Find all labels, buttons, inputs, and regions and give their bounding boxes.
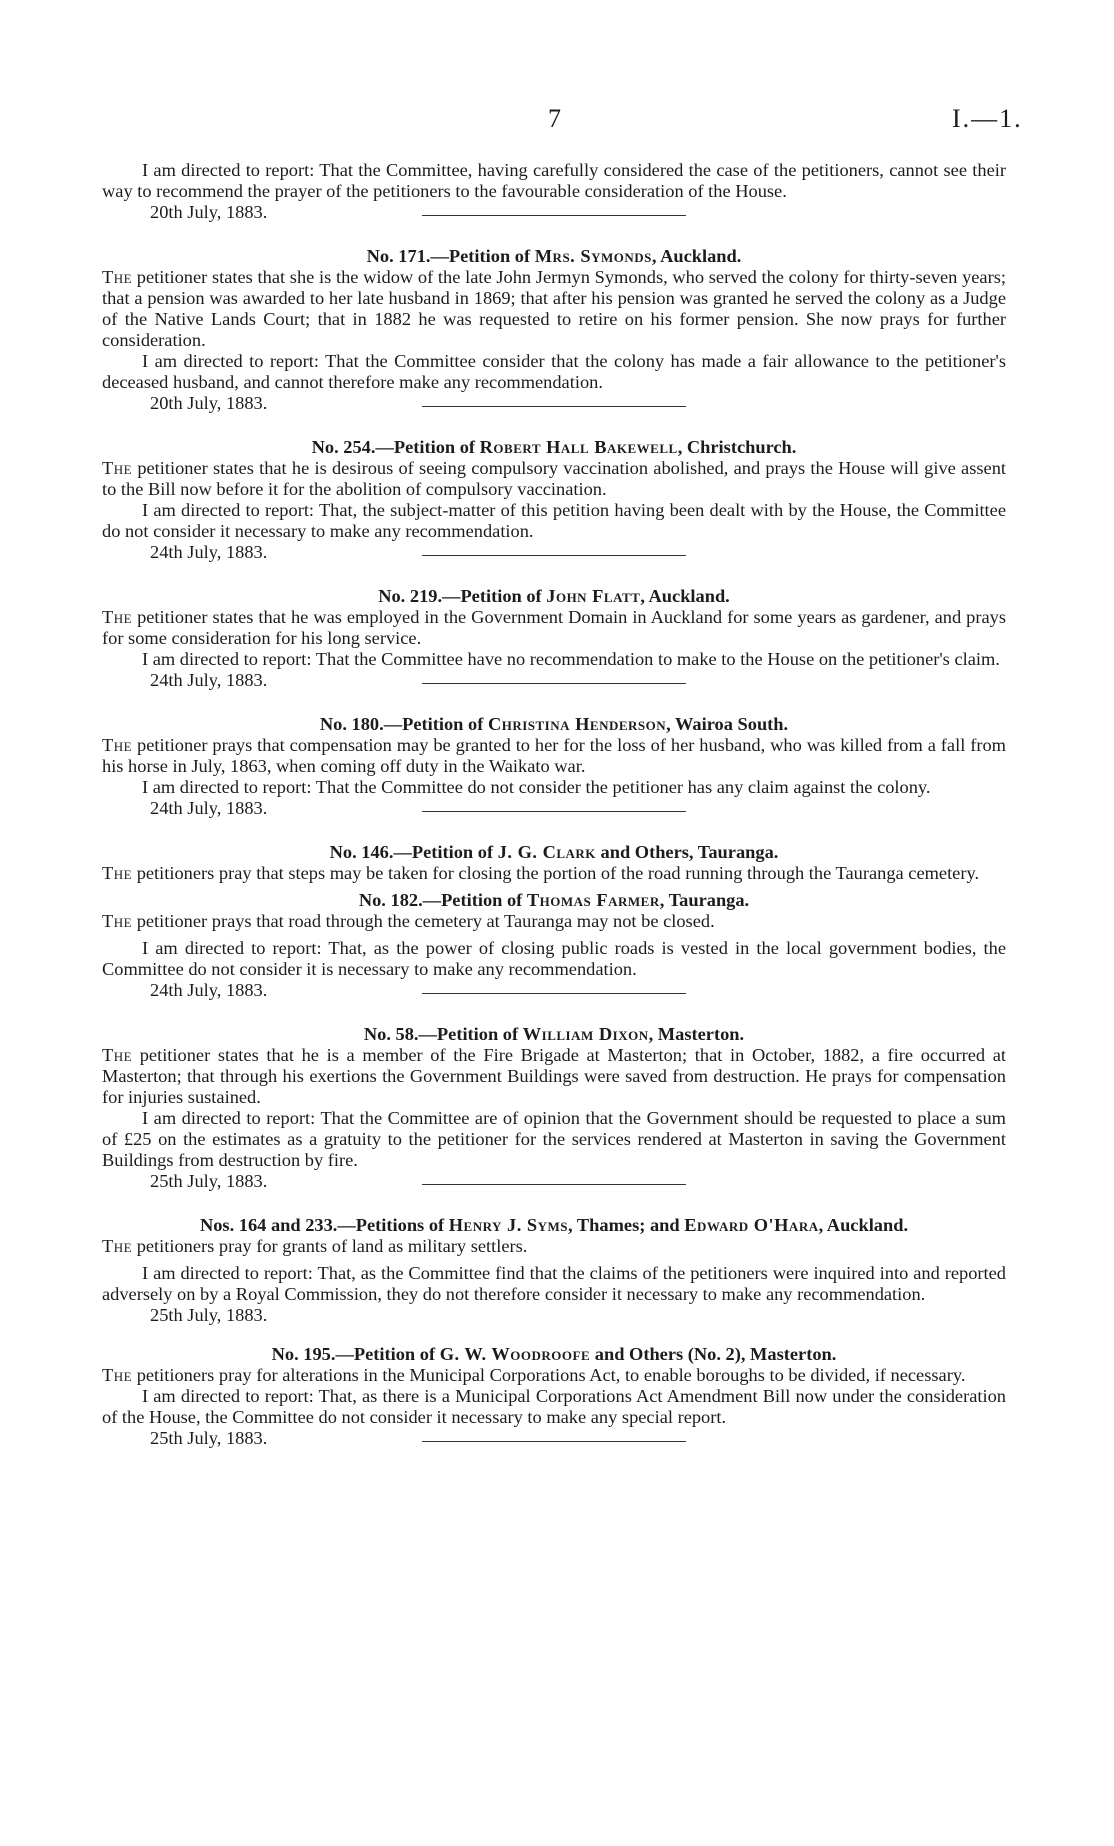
petitioner-name: Thomas Farmer	[526, 890, 660, 910]
petitioner-name: William Dixon	[522, 1024, 649, 1044]
petition-date: 24th July, 1883.	[150, 798, 268, 818]
page-number: 7	[548, 104, 562, 133]
petition-heading: Nos. 164 and 233.—Petitions of Henry J. Syms, Thames; and Edward O'Hara, Auckland.	[199, 1215, 909, 1235]
petition-heading: No. 171.—Petition of Mrs. Symonds, Auckland.	[366, 246, 742, 266]
petition-report: I am directed to report: That the Committee consider that the colony has made a fair allowance to the petitioner's deceased husband, and cannot therefore make any recommendation.	[102, 351, 1006, 392]
petition-heading: No. 195.—Petition of G. W. Woodroofe and Others (No. 2), Masterton.	[271, 1344, 837, 1364]
petition-body: The petitioners pray for alterations in the Municipal Corporations Act, to enable boroughs to be divided, if necessary.	[102, 1365, 966, 1385]
section-divider	[422, 1441, 686, 1442]
intro-date: 20th July, 1883.	[150, 202, 268, 222]
petition-date: 20th July, 1883.	[150, 393, 268, 413]
petition-heading: No. 182.—Petition of Thomas Farmer, Tauranga.	[358, 890, 750, 910]
petition-58	[102, 1024, 1006, 1191]
petitioner-name: J. G. Clark	[497, 842, 596, 862]
petition-report: I am directed to report: That the Committee do not consider the petitioner has any claim against the colony.	[142, 777, 931, 797]
petition-report: I am directed to report: That, as there is a Municipal Corporations Act Amendment Bill now under the consideration of the House, the Committee do not consider it necessary to make any special report.	[102, 1386, 1006, 1427]
petition-body: The petitioner states that he is a member of the Fire Brigade at Masterton; that in October, 1882, a fire occurred at Masterton; that through his exertions the Government Buildings were saved from destruction. He prays for compensation for injuries sustained.	[102, 1045, 1006, 1107]
petition-body: The petitioner prays that compensation may be granted to her for the loss of her husband, who was killed from a fall from his horse in July, 1863, when coming off duty in the Waikato war.	[102, 735, 1006, 776]
petition-date: 24th July, 1883.	[150, 542, 268, 562]
petition-180	[102, 714, 1006, 818]
petition-date: 24th July, 1883.	[150, 670, 268, 690]
petition-heading: No. 254.—Petition of Robert Hall Bakewell, Christchurch.	[311, 437, 797, 457]
petition-171	[102, 246, 1006, 413]
petition-heading: No. 180.—Petition of Christina Henderson, Wairoa South.	[319, 714, 789, 734]
petitioner-name: John Flatt	[546, 586, 641, 606]
petitioner-name: Christina Henderson	[487, 714, 667, 734]
document-body	[102, 160, 1006, 1448]
intro-section	[102, 160, 1006, 222]
petition-body: The petitioner states that he is desirous of seeing compulsory vaccination abolished, and prays the House will give assent to the Bill now before it for the abolition of compulsory vaccination.	[102, 458, 1006, 499]
petition-heading: No. 219.—Petition of John Flatt, Auckland.	[378, 586, 730, 606]
intro-report: I am directed to report: That the Committee, having carefully considered the case of the petitioners, cannot see their way to recommend the prayer of the petitioners to the favourable consideration of the House.	[102, 160, 1006, 201]
petition-date: 25th July, 1883.	[150, 1428, 268, 1448]
petition-219	[102, 586, 1006, 690]
petitioner-name: G. W. Woodroofe	[439, 1344, 591, 1364]
page-reference: I.—1.	[952, 104, 1023, 133]
petition-date: 24th July, 1883.	[150, 980, 268, 1000]
petition-body: The petitioner states that she is the widow of the late John Jermyn Symonds, who served the colony for thirty-seven years; that a pension was awarded to her late husband in 1869; that after his pension was granted he served the colony as a Judge of the Native Lands Court; that in 1882 he was requested to retire on his former pension. She now prays for further consideration.	[102, 267, 1006, 350]
petition-date: 25th July, 1883.	[150, 1171, 268, 1191]
petition-report: I am directed to report: That, as the power of closing public roads is vested in the local government bodies, the Committee do not consider it is necessary to make any recommendation.	[102, 938, 1006, 979]
petition-body: The petitioner prays that road through the cemetery at Tauranga may not be closed.	[102, 911, 715, 931]
petition-195	[102, 1344, 1006, 1448]
petition-heading: No. 58.—Petition of William Dixon, Masterton.	[363, 1024, 745, 1044]
petition-body: The petitioner states that he was employed in the Government Domain in Auckland for some years as gardener, and prays for some consideration for his long service.	[102, 607, 1006, 648]
petition-report: I am directed to report: That, the subject-matter of this petition having been dealt with by the House, the Committee do not consider it necessary to make any recommendation.	[102, 500, 1006, 541]
petition-report: I am directed to report: That the Committee are of opinion that the Government should be requested to place a sum of £25 on the estimates as a gratuity to the petitioner for the services rendered at Masterton in saving the Government Buildings from destruction by fire.	[102, 1108, 1006, 1170]
petitions-146-182	[102, 842, 1006, 1000]
petition-body: The petitioners pray for grants of land as military settlers.	[102, 1236, 528, 1256]
petition-report: I am directed to report: That the Committee have no recommendation to make to the House on the petitioner's claim.	[142, 649, 1000, 669]
petition-254	[102, 437, 1006, 562]
petitions-164-233	[102, 1215, 1006, 1326]
petition-date: 25th July, 1883.	[150, 1305, 268, 1325]
petition-report: I am directed to report: That, as the Committee find that the claims of the petitioners were inquired into and reported adversely on by a Royal Commission, they do not therefore consider it necessary to make any recommendation.	[102, 1263, 1006, 1304]
petition-body: The petitioners pray that steps may be taken for closing the portion of the road running through the Tauranga cemetery.	[102, 863, 980, 883]
petitioner-name: Edward O'Hara	[684, 1215, 819, 1235]
petitioner-name: Henry J. Syms	[448, 1215, 569, 1235]
petition-heading: No. 146.—Petition of J. G. Clark and Others, Tauranga.	[329, 842, 779, 862]
petitioner-name: Mrs. Symonds	[534, 246, 652, 266]
petitioner-name: Robert Hall Bakewell	[479, 437, 678, 457]
